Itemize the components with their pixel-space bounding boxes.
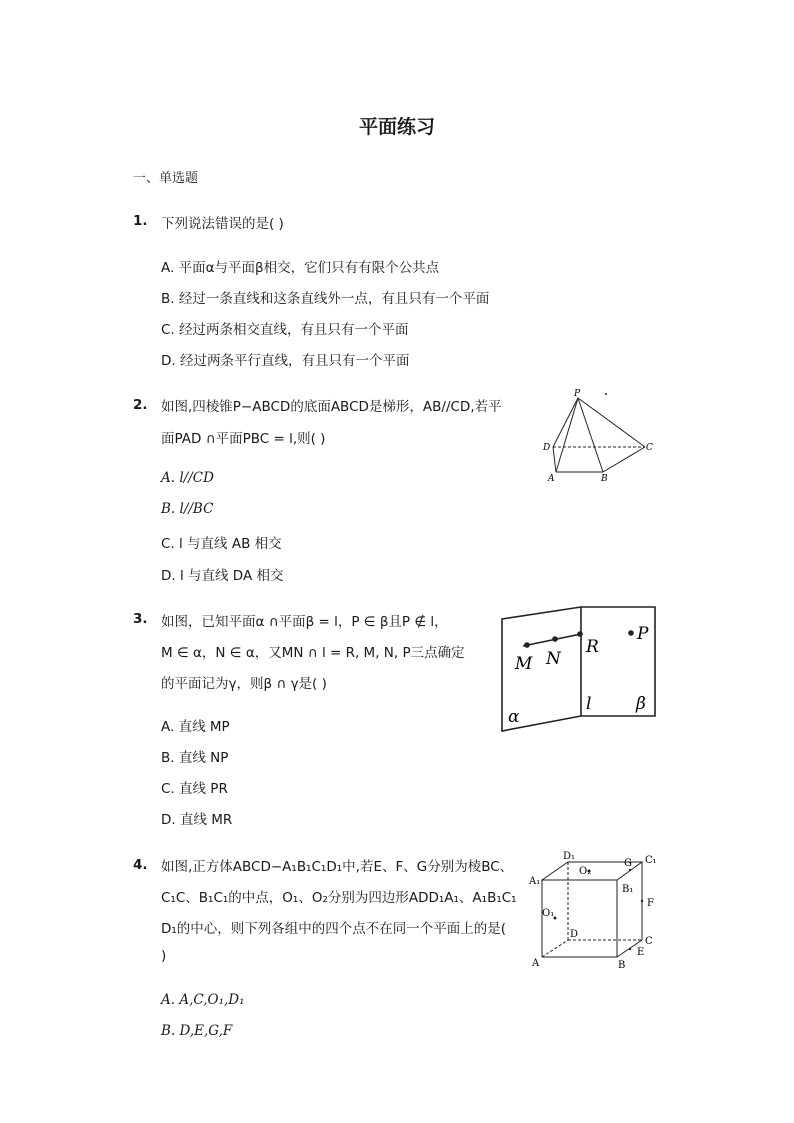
q3-number: 3. <box>133 611 148 627</box>
q4-label-c: C <box>645 936 653 947</box>
q1-stem: 下列说法错误的是( ) <box>161 216 284 232</box>
q2-pyramid-figure <box>536 386 660 486</box>
q3-label-alpha: α <box>508 707 520 727</box>
q4-label-b1: B₁ <box>622 884 634 895</box>
q4-stem-line3: D₁的中心，则下列各组中的四个点不在同一个平面上的是( <box>161 921 507 937</box>
q3-stem-line2: M ∈ α，N ∈ α，又MN ∩ l = R, M, N, P三点确定 <box>161 645 465 661</box>
q2-option-b[interactable]: B. l//BC <box>161 501 214 517</box>
q1-option-d[interactable]: D. 经过两条平行直线，有且只有一个平面 <box>161 353 410 369</box>
q4-number: 4. <box>133 857 148 873</box>
q3-label-l: l <box>586 694 592 714</box>
q4-stem-line4: ) <box>161 948 167 964</box>
page-title: 平面练习 <box>358 116 435 138</box>
section-heading: 一、单选题 <box>133 171 199 186</box>
q2-label-b: B <box>601 474 608 484</box>
q3-planes-figure <box>498 602 660 736</box>
q4-stem-line2: C₁C、B₁C₁的中点，O₁、O₂分别为四边形ADD₁A₁、A₁B₁C₁ <box>161 890 517 906</box>
q3-label-n: N <box>546 649 561 669</box>
q3-label-p: P <box>637 624 649 644</box>
q2-option-d[interactable]: D. l 与直线 DA 相交 <box>161 568 284 584</box>
q3-label-m: M <box>515 654 533 674</box>
q4-option-a[interactable]: A. A,C,O₁,D₁ <box>161 992 245 1008</box>
q3-option-d[interactable]: D. 直线 MR <box>161 812 233 828</box>
q1-number: 1. <box>133 213 148 229</box>
q2-number: 2. <box>133 397 148 413</box>
q4-label-d1: D₁ <box>563 851 576 862</box>
q3-option-b[interactable]: B. 直线 NP <box>161 750 229 766</box>
q4-stem-line1: 如图,正方体ABCD−A₁B₁C₁D₁中,若E、F、G分别为棱BC、 <box>161 859 514 875</box>
q4-label-a: A <box>532 958 540 969</box>
q3-label-r: R <box>586 637 599 657</box>
q4-label-e: E <box>637 947 645 958</box>
q2-label-p: P <box>574 389 581 399</box>
q3-stem-line1: 如图，已知平面α ∩平面β = l，P ∈ β且P ∉ l， <box>161 614 448 630</box>
q3-option-a[interactable]: A. 直线 MP <box>161 719 230 735</box>
q1-option-b[interactable]: B. 经过一条直线和这条直线外一点，有且只有一个平面 <box>161 291 490 307</box>
q3-label-beta: β <box>636 694 646 714</box>
q2-label-d: D <box>543 443 551 453</box>
q2-stem-line2: 面PAD ∩平面PBC = l,则( ) <box>161 431 326 447</box>
q4-label-b: B <box>618 960 626 971</box>
q4-cube-figure <box>528 846 664 972</box>
q2-option-a[interactable]: A. l//CD <box>161 470 214 486</box>
q2-option-c[interactable]: C. l 与直线 AB 相交 <box>161 536 282 552</box>
q4-label-a1: A₁ <box>529 876 541 887</box>
q1-option-a[interactable]: A. 平面α与平面β相交，它们只有有限个公共点 <box>161 260 440 276</box>
q1-option-c[interactable]: C. 经过两条相交直线，有且只有一个平面 <box>161 322 409 338</box>
q3-stem-line3: 的平面记为γ，则β ∩ γ是( ) <box>161 676 327 692</box>
q4-label-d: D <box>570 929 579 940</box>
q2-stem-line1: 如图,四棱锥P−ABCD的底面ABCD是梯形，AB//CD,若平 <box>161 399 502 415</box>
q2-label-a: A <box>548 474 555 484</box>
q4-label-c1: C₁ <box>645 855 657 866</box>
q4-label-f: F <box>647 898 654 909</box>
q4-label-g: G <box>624 858 632 869</box>
q4-label-o1: O₁ <box>542 908 555 919</box>
q3-option-c[interactable]: C. 直线 PR <box>161 781 228 797</box>
q4-label-o2: O₂ <box>579 866 592 877</box>
q4-option-b[interactable]: B. D,E,G,F <box>161 1023 233 1039</box>
q2-label-c: C <box>646 443 653 453</box>
